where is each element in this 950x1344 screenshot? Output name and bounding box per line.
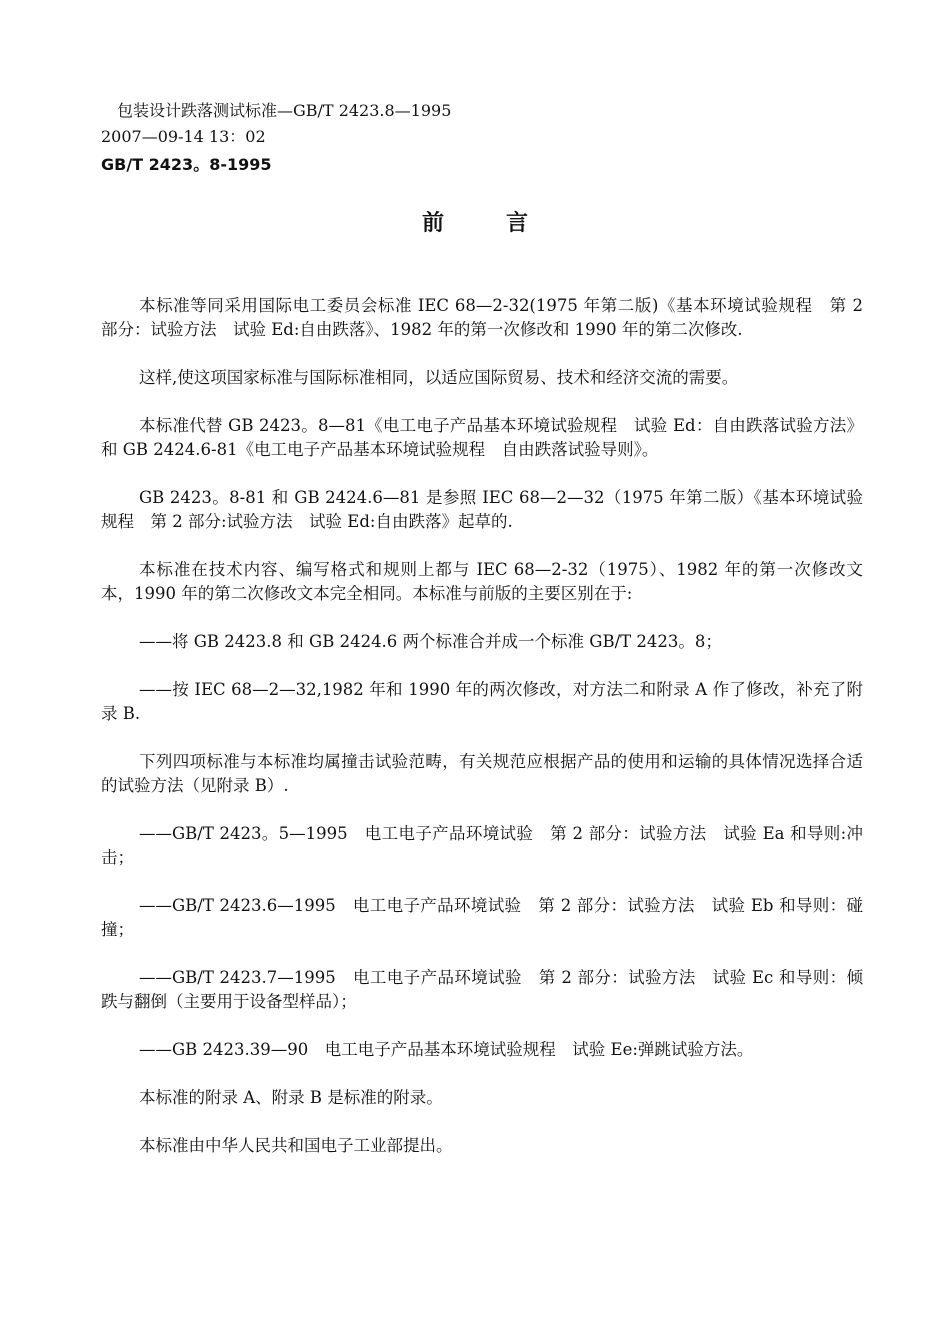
- list-item-ec: ——GB/T 2423.7—1995 电工电子产品环境试验 第 2 部分：试验方法 试验 Ec 和导则：倾跌与翻倒（主要用于设备型样品）；: [101, 968, 863, 1011]
- list-item-ee: ——GB 2423.39—90 电工电子产品基本环境试验规程 试验 Ee:弹跳试验方法。: [139, 1040, 754, 1059]
- foreword-body: [101, 294, 863, 1182]
- list-item-amendments: ——按 IEC 68—2—32,1982 年和 1990 年的两次修改，对方法二和附录 A 作了修改，补充了附录 B.: [101, 680, 863, 723]
- list-item-ea: ——GB/T 2423。5—1995 电工电子产品环境试验 第 2 部分：试验方法 试验 Ea 和导则:冲击；: [101, 824, 863, 867]
- document-title: 包装设计跌落测试标准—GB/T 2423.8—1995: [117, 101, 452, 120]
- section-heading-foreword: [0, 208, 950, 238]
- paragraph-related-standards: 下列四项标准与本标准均属撞击试验范畴，有关规范应根据产品的使用和运输的具体情况选择合适的试验方法（见附录 B）.: [101, 752, 863, 795]
- heading-char-1: 前: [421, 210, 444, 236]
- paragraph-identical: 本标准在技术内容、编写格式和规则上都与 IEC 68—2-32（1975）、1982 年的第一次修改文本，1990 年的第二次修改文本完全相同。本标准与前版的主要区别在于:: [101, 560, 863, 603]
- standard-code: GB/T 2423。8-1995: [101, 155, 272, 174]
- paragraph-replaces: 本标准代替 GB 2423。8—81《电工电子产品基本环境试验规程 试验 Ed：自由跌落试验方法》和 GB 2424.6-81《电工电子产品基本环境试验规程 自由跌落试验导则》。: [101, 416, 863, 459]
- paragraph-appendix: 本标准的附录 A、附录 B 是标准的附录。: [139, 1088, 443, 1107]
- document-datetime: 2007—09-14 13：02: [101, 127, 266, 146]
- list-item-merge: ——将 GB 2423.8 和 GB 2424.6 两个标准合并成一个标准 GB/T 2423。8；: [139, 632, 722, 651]
- heading-char-2: 言: [505, 210, 528, 236]
- paragraph-reference: GB 2423。8-81 和 GB 2424.6—81 是参照 IEC 68—2—32（1975 年第二版）《基本环境试验规程 第 2 部分:试验方法 试验 Ed:自由跌落》起草的.: [101, 488, 863, 531]
- paragraph-adoption: 本标准等同采用国际电工委员会标准 IEC 68—2-32(1975 年第二版)《基本环境试验规程 第 2 部分：试验方法 试验 Ed:自由跌落》、1982 年的第一次修改和 1990 年的第二次修改.: [101, 296, 863, 339]
- paragraph-proposer: 本标准由中华人民共和国电子工业部提出。: [139, 1136, 453, 1155]
- list-item-eb: ——GB/T 2423.6—1995 电工电子产品环境试验 第 2 部分：试验方法 试验 Eb 和导则：碰撞；: [101, 896, 863, 939]
- paragraph-purpose: 这样,使这项国家标准与国际标准相同，以适应国际贸易、技术和经济交流的需要。: [139, 368, 739, 387]
